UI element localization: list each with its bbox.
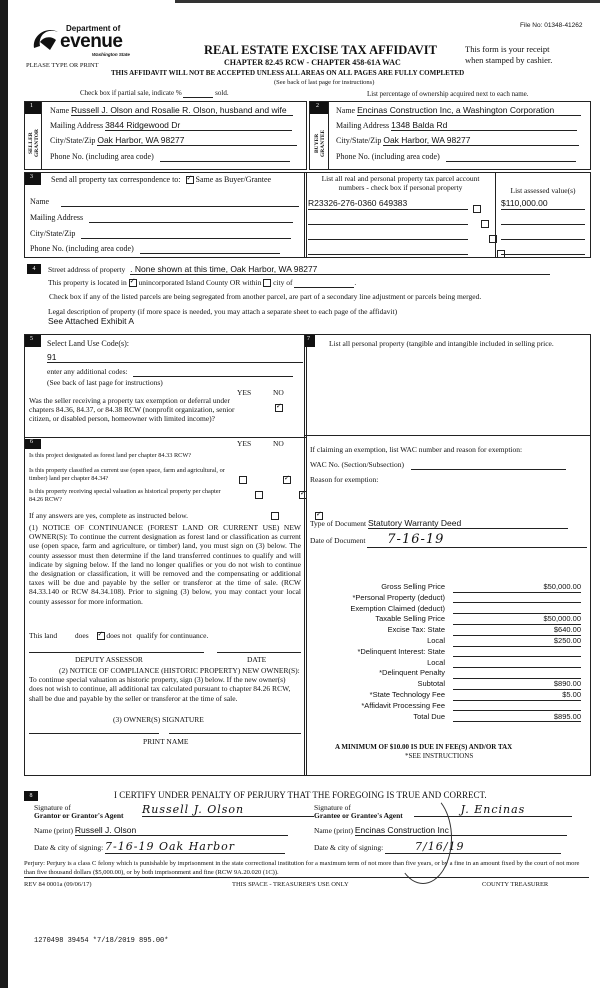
land-use-label: Select Land Use Code(s): xyxy=(47,339,129,348)
corr-phone-field[interactable] xyxy=(140,244,280,254)
section-number: 5 xyxy=(30,336,33,342)
assessed-value-field[interactable] xyxy=(501,228,585,240)
if-yes-note: If any answers are yes, complete as instructed below. xyxy=(29,511,189,520)
exemption-question: Was the seller receiving a property tax exemption or deferral under chapters 84.36, 84.37, or 84.38 RCW (nonprofit organization, senior citizen, or disabled person, homeowner with limited income)? xyxy=(29,396,235,423)
buyer-city-label: City/State/Zip xyxy=(336,136,382,145)
tax-row-value[interactable]: $640.00 xyxy=(453,625,581,636)
land-use-code-field[interactable]: 91 xyxy=(47,352,303,363)
grantee-name-field[interactable]: Encinas Construction Inc xyxy=(355,825,567,836)
yes-header: YES xyxy=(237,388,252,397)
street-label: Street address of property xyxy=(48,265,126,274)
logo-swoosh-icon xyxy=(30,24,60,54)
tax-row-label: Gross Selling Price xyxy=(381,582,445,591)
see-instructions: *SEE INSTRUCTIONS xyxy=(405,752,474,760)
tax-row-value[interactable]: $5.00 xyxy=(453,690,581,701)
notice-compliance: (2) NOTICE OF COMPLIANCE (HISTORIC PROPERTY) NEW OWNER(S): To continue special valuation as historic property, sign (3) below. If the new owner(s) does not wish to continue, all additional tax calculated pursuant to chapter 84.26 RCW, shall be due and payable by the seller or transferor at the time of sale. xyxy=(29,666,300,703)
see-back: (See back of last page for instructions) xyxy=(274,79,375,86)
designation-yes-checkbox[interactable] xyxy=(239,476,247,484)
tax-row-value[interactable]: $50,000.00 xyxy=(453,614,581,625)
exemption-label: If claiming an exemption, list WAC number and reason for exemption: xyxy=(310,445,523,454)
corr-phone-label: Phone No. (including area code) xyxy=(30,244,134,253)
tax-row-value[interactable] xyxy=(453,604,581,615)
file-number: File No: 01348-41262 xyxy=(520,22,583,29)
receipt-note-2: when stamped by cashier. xyxy=(465,55,553,65)
designations-no-header: NO xyxy=(273,439,284,448)
designation-question: Is this property receiving special valuation as historical property per chapter 84.26 RCW? xyxy=(29,488,221,503)
buyer-phone-field[interactable] xyxy=(446,151,576,162)
buyer-address-field[interactable]: 1348 Balda Rd xyxy=(391,120,577,131)
county-treasurer: COUNTY TREASURER xyxy=(482,881,549,888)
legal-label: Legal description of property (if more space is needed, you may attach a separate sheet to each page of the affidavit) xyxy=(48,307,398,316)
please-type: PLEASE TYPE OR PRINT xyxy=(26,62,99,69)
land-use-see-back: (See back of last page for instructions) xyxy=(47,378,163,387)
grantor-sig-label-2: Grantor or Grantor's Agent xyxy=(34,811,124,820)
tax-row-value[interactable]: $50,000.00 xyxy=(453,582,581,593)
corr-city-field[interactable] xyxy=(81,229,291,239)
seller-phone-field[interactable] xyxy=(160,151,290,162)
cashier-stamp: 1270498 39454 *7/18/2019 895.00* xyxy=(34,937,169,945)
does-not-label: does not xyxy=(106,631,132,640)
tax-row-value[interactable]: $895.00 xyxy=(453,712,581,723)
section-number: 7 xyxy=(307,336,310,342)
tax-row-label: Exemption Claimed (deduct) xyxy=(350,603,445,613)
designation-no-checkbox[interactable] xyxy=(283,476,291,484)
tax-row-label: *Affidavit Processing Fee xyxy=(361,700,445,710)
parcel-number-field[interactable]: R23326-276-0360 649383 xyxy=(308,198,468,210)
buyer-address-label: Mailing Address xyxy=(336,121,390,130)
seller-section xyxy=(24,101,307,170)
designation-question: Is this property classified as current use (open space, farm and agricultural, or timber) land per chapter 84.34? xyxy=(29,467,225,482)
designation-yes-checkbox[interactable] xyxy=(255,491,263,499)
assessed-value-field[interactable] xyxy=(501,243,585,255)
city-of-field[interactable] xyxy=(294,278,354,288)
section-number: 6 xyxy=(30,439,33,445)
notice-continuance: (1) NOTICE OF CONTINUANCE (FOREST LAND OR CURRENT USE) NEW OWNER(S): To continue the current designation as forest land or classification as current use (open space, farm and agriculture, or timber) land, you must sign on (3) below. The county assessor must then determine if the land transferred continues to qualify and will indicate by signing below. If the land no longer qualifies or you do not wish to continue the designation or classification, it will be removed and the compensating or additional taxes will be due and payable by the seller or transferor at the time of sale. (RCW 84.33.140 or RCW 84.34.108). Prior to signing (3) below, you may contact your local county assessor for more information. xyxy=(29,523,301,606)
wac-field[interactable] xyxy=(411,460,566,470)
seller-city-label: City/State/Zip xyxy=(50,136,96,145)
qualify-label: qualify for continuance. xyxy=(136,631,209,640)
tax-row-label: Subtotal xyxy=(417,679,445,689)
grantee-name-label: Name (print) xyxy=(314,826,353,835)
certify-text: I CERTIFY UNDER PENALTY OF PERJURY THAT THE FOREGOING IS TRUE AND CORRECT. xyxy=(114,790,487,800)
form-rev: REV 84 0001a (09/06/17) xyxy=(24,881,92,888)
grantor-sig-label-1: Signature of xyxy=(34,803,71,812)
designations-yes-header: YES xyxy=(237,439,252,448)
ownership-note: List percentage of ownership acquired next to each name. xyxy=(367,90,529,98)
parcels-section xyxy=(304,172,591,258)
city-of-label: city of xyxy=(273,278,293,287)
personal-property-checkbox[interactable] xyxy=(481,220,489,228)
grantor-date-field[interactable]: 7-16-19 Oak Harbor xyxy=(105,840,285,854)
buyer-section xyxy=(309,101,591,170)
tax-row-value[interactable] xyxy=(453,593,581,604)
tax-row-label: Excise Tax: State xyxy=(387,625,445,635)
minimum-note: A MINIMUM OF $10.00 IS DUE IN FEE(S) AND/OR TAX xyxy=(335,743,513,751)
buyer-city-field[interactable]: Oak Harbor, WA 98277 xyxy=(383,135,579,146)
tax-row-value[interactable] xyxy=(453,668,581,679)
tax-row-label: *State Technology Fee xyxy=(369,690,445,699)
parcel-number-field[interactable] xyxy=(308,243,468,255)
personal-property-section xyxy=(304,334,591,776)
doc-type-field[interactable]: Statutory Warranty Deed xyxy=(368,518,568,529)
grantee-sig-label-2: Grantee or Grantee's Agent xyxy=(314,811,403,820)
land-use-section xyxy=(24,334,307,776)
same-as-buyer-checkbox[interactable] xyxy=(186,176,194,184)
personal-property-checkbox[interactable] xyxy=(473,205,481,213)
exemption-no-checkbox[interactable] xyxy=(275,404,283,412)
seller-address-label: Mailing Address xyxy=(50,121,104,130)
buyer-side-label: BUYER GRANTEE xyxy=(314,129,326,157)
located-label: This property is located in xyxy=(48,278,127,287)
grantee-signature-field[interactable]: J. Encinas xyxy=(414,803,572,817)
assessed-header: List assessed value(s) xyxy=(510,186,576,195)
corr-address-label: Mailing Address xyxy=(30,213,84,222)
tax-row-label: Local xyxy=(427,657,445,667)
perjury-note: Perjury: Perjury is a class C felony which is punishable by imprisonment in the state correctional institution for a maximum term of not more than five years, or by a fine in an amount fixed by the court of not more than five thousand dollars ($5,000.00), or by both imprisonment and fine (RCW 9A.20.020 (1C)). xyxy=(24,860,589,878)
tax-row-value[interactable] xyxy=(453,658,581,669)
receipt-note-1: This form is your receipt xyxy=(465,44,550,54)
logo-name: evenue xyxy=(60,31,123,52)
doc-date-field[interactable]: 7-16-19 xyxy=(367,532,587,548)
personal-property-label: List all personal property (tangible and intangible included in selling price. xyxy=(329,339,554,348)
dor-logo xyxy=(30,22,130,60)
tax-row-label: Total Due xyxy=(413,711,445,721)
buyer-name-field[interactable]: Encinas Construction Inc, a Washington Corporation xyxy=(357,105,581,116)
tax-row-value[interactable]: $250.00 xyxy=(453,636,581,647)
seller-name-label: Name xyxy=(50,106,70,115)
seller-phone-label: Phone No. (including area code) xyxy=(50,152,154,161)
seller-city-field[interactable]: Oak Harbor, WA 98277 xyxy=(97,135,297,146)
buyer-phone-label: Phone No. (including area code) xyxy=(336,152,440,161)
this-land-label: This land xyxy=(29,631,58,640)
seller-address-field[interactable]: 3844 Ridgewood Dr xyxy=(105,120,292,131)
owner-signature-line[interactable] xyxy=(29,733,159,734)
grantee-date-label: Date & city of signing: xyxy=(314,843,384,852)
seller-side-label: SELLER GRANTOR xyxy=(28,129,40,158)
does-not-checkbox[interactable] xyxy=(97,632,105,640)
seller-name-field[interactable]: Russell J. Olson and Rosalie R. Olson, husband and wife xyxy=(71,105,293,116)
buyer-name-label: Name xyxy=(336,106,356,115)
form-subtitle: CHAPTER 82.45 RCW - CHAPTER 458-61A WAC xyxy=(224,58,401,67)
partial-percent-field[interactable] xyxy=(183,89,213,98)
doc-date-label: Date of Document xyxy=(310,536,366,545)
section-number: 3 xyxy=(30,174,33,180)
grantor-signature-field[interactable]: Russell J. Olson xyxy=(142,803,314,817)
additional-codes-label: enter any additional codes: xyxy=(47,367,128,376)
personal-property-checkbox[interactable] xyxy=(489,235,497,243)
grantee-sig-label-1: Signature of xyxy=(314,803,351,812)
designation-question: Is this project designated as forest land per chapter 84.33 RCW? xyxy=(29,452,192,459)
print-name-label: PRINT NAME xyxy=(143,737,189,746)
grantee-date-field[interactable]: 7/16/19 xyxy=(385,840,561,854)
property-section: 4 Street address of property . None shown at this time, Oak Harbor, WA 98277 This property is located in ✓ unincorporated Island County OR within city of . Check box if any of the listed parcels are being segregated from another parcel, are part of a secondary line adjustment or parcels being merged. Legal description of property (if more space is needed, you may attach a separate sheet to each page of the affidavit) See Attached Exhibit A xyxy=(24,262,589,330)
assessed-value-field[interactable]: $110,000.00 xyxy=(501,198,585,210)
owner-signature-label: (3) OWNER(S) SIGNATURE xyxy=(113,715,204,724)
parcel-number-field[interactable] xyxy=(308,228,468,240)
date-label: DATE xyxy=(247,655,267,664)
unincorporated-checkbox[interactable] xyxy=(129,279,137,287)
tax-row-label: *Delinquent Penalty xyxy=(379,668,445,678)
assessed-value-field[interactable] xyxy=(501,213,585,225)
segregated-note: Check box if any of the listed parcels are being segregated from another parcel, are part of a secondary line adjustment or parcels being merged. xyxy=(49,292,482,301)
scan-border xyxy=(0,0,8,988)
no-header: NO xyxy=(273,388,284,397)
city-of-checkbox[interactable] xyxy=(263,279,271,287)
form-title: REAL ESTATE EXCISE TAX AFFIDAVIT xyxy=(204,43,437,57)
legal-description[interactable]: See Attached Exhibit A xyxy=(48,316,135,326)
tax-row-label: *Personal Property (deduct) xyxy=(352,592,445,602)
deputy-assessor-label: DEPUTY ASSESSOR xyxy=(75,655,143,664)
tax-row-label: Taxable Selling Price xyxy=(375,614,445,624)
tax-row-value[interactable] xyxy=(453,647,581,658)
scan-border-top xyxy=(175,0,600,3)
tax-row-value[interactable] xyxy=(453,701,581,712)
street-field[interactable]: . None shown at this time, Oak Harbor, WA 98277 xyxy=(130,264,550,275)
section-number: 4 xyxy=(27,264,41,274)
reason-label: Reason for exemption: xyxy=(310,475,379,484)
same-as-buyer-label: Same as Buyer/Grantee xyxy=(195,175,272,184)
partial-sale: Check box if partial sale, indicate % sold. xyxy=(80,89,229,97)
section-number: 1 xyxy=(30,103,33,109)
tax-row-label: Local xyxy=(427,636,445,645)
corr-name-field[interactable] xyxy=(61,197,299,207)
corr-address-field[interactable] xyxy=(89,213,293,223)
logo-dept: Department of xyxy=(66,24,121,33)
warning: THIS AFFIDAVIT WILL NOT BE ACCEPTED UNLESS ALL AREAS ON ALL PAGES ARE FULLY COMPLETED xyxy=(111,69,465,77)
designation-yes-checkbox[interactable] xyxy=(271,512,279,520)
corr-city-label: City/State/Zip xyxy=(30,229,76,238)
parcel-number-field[interactable] xyxy=(308,213,468,225)
does-label: does xyxy=(74,631,89,640)
additional-codes-field[interactable] xyxy=(133,367,293,377)
grantor-name-label: Name (print) xyxy=(34,826,73,835)
wac-label: WAC No. (Section/Subsection) xyxy=(310,460,404,469)
grantor-name-field[interactable]: Russell J. Olson xyxy=(75,825,288,836)
parcels-header: List all real and personal property tax parcel account numbers - check box if personal property xyxy=(321,174,480,192)
doc-type-label: Type of Document xyxy=(310,519,367,528)
logo-state: Washington State xyxy=(92,52,130,57)
grantor-date-label: Date & city of signing: xyxy=(34,843,104,852)
corr-name-label: Name xyxy=(30,197,50,206)
certify-section xyxy=(24,790,589,870)
unincorporated-label: unincorporated Island County OR within xyxy=(138,278,262,287)
correspondence-section xyxy=(24,172,307,258)
correspondence-label: Send all property tax correspondence to: xyxy=(51,175,181,184)
section-number: 8 xyxy=(24,791,38,801)
treasurer-use: THIS SPACE - TREASURER'S USE ONLY xyxy=(232,881,349,888)
tax-row-value[interactable]: $890.00 xyxy=(453,679,581,690)
tax-row-label: *Delinquent Interest: State xyxy=(357,646,445,656)
section-number: 2 xyxy=(316,103,319,109)
